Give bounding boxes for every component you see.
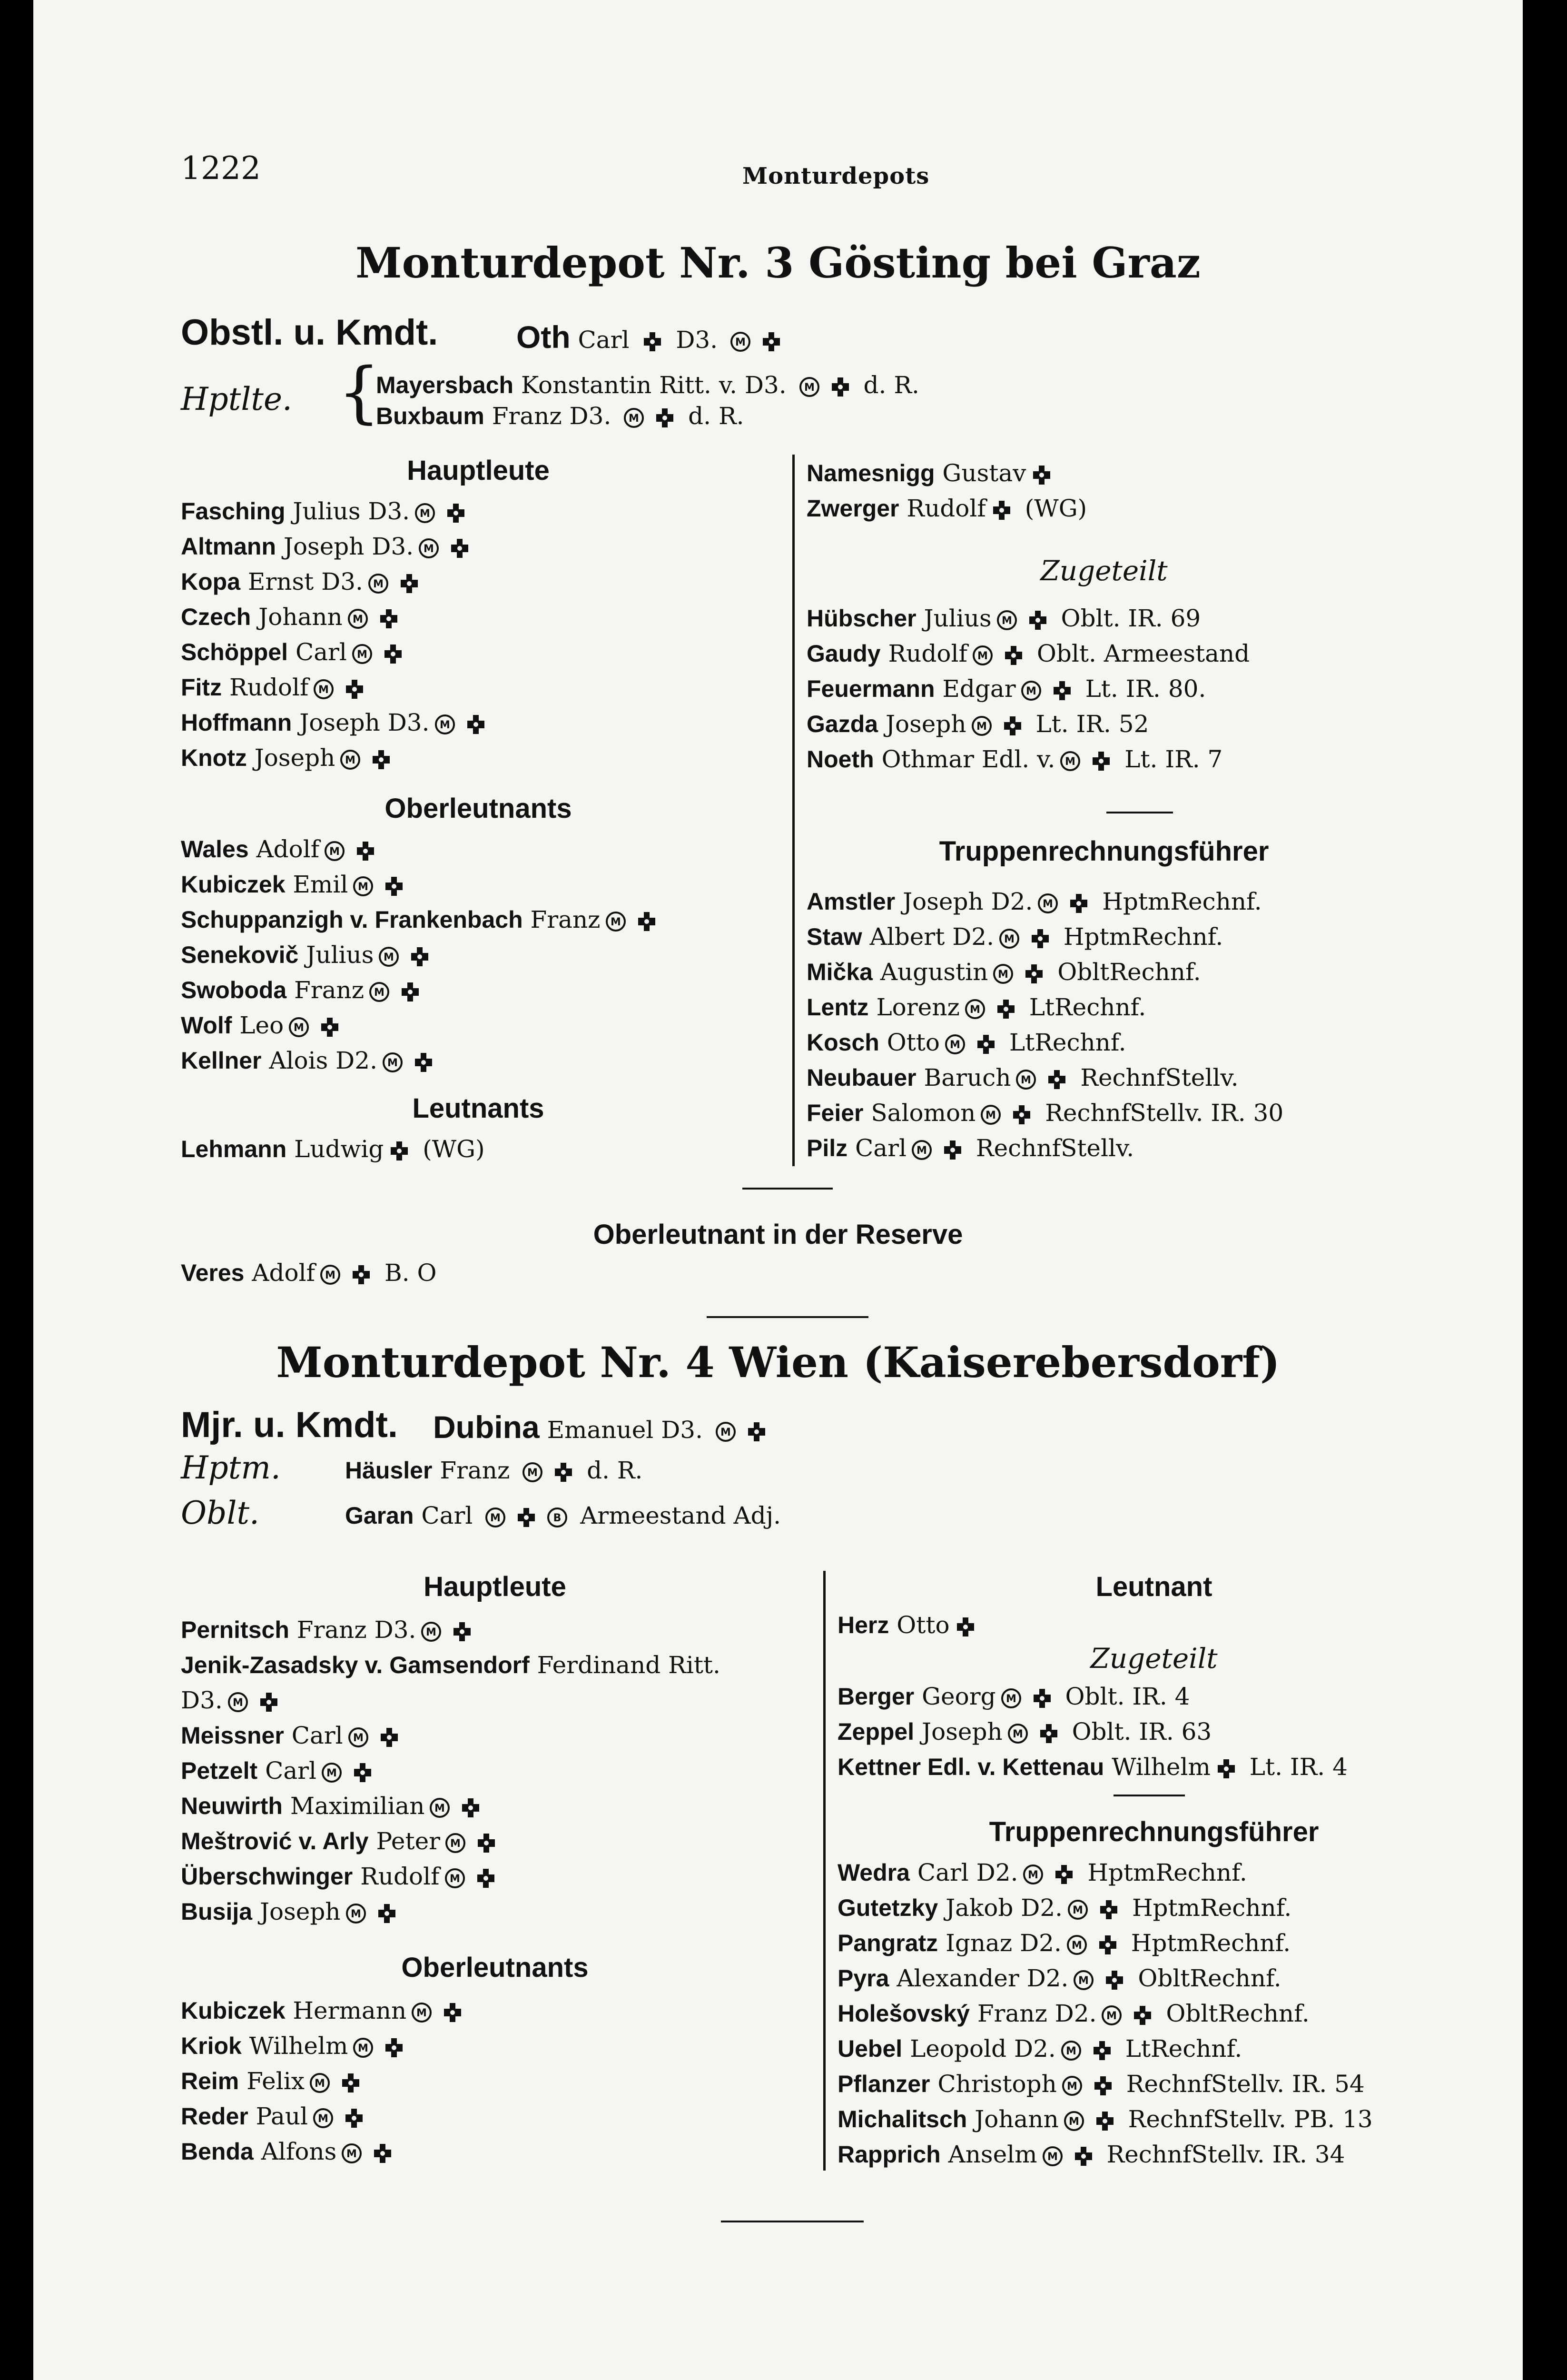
cross-icon: [1003, 645, 1025, 666]
svg-text:M: M: [1021, 1074, 1032, 1086]
svg-text:M: M: [424, 543, 434, 555]
depot3-hptlte-2: Buxbaum Franz D3. M d. R.: [376, 402, 744, 430]
medal-m-icon: [1061, 2040, 1082, 2061]
list-item: Michalitsch Johann M RechnfStellv. PB. 13: [838, 2105, 1373, 2133]
svg-text:M: M: [384, 952, 394, 963]
svg-text:M: M: [1005, 1693, 1016, 1705]
medal-b-icon: [547, 1507, 568, 1528]
medal-m-icon: [1042, 2146, 1063, 2167]
medal-m-icon: [429, 1797, 450, 1818]
medal-m-icon: [341, 2143, 362, 2164]
list-item: Schöppel Carl M: [181, 638, 409, 666]
cross-icon: [319, 1016, 341, 1038]
svg-text:M: M: [352, 614, 363, 625]
list-item: Neubauer Baruch M RechnfStellv.: [807, 1064, 1239, 1091]
medal-m-icon: [605, 911, 626, 932]
medal-m-icon: [418, 538, 439, 559]
cross-icon: [449, 537, 471, 559]
list-item: Petzelt Carl M: [181, 1757, 378, 1785]
cross-icon: [1094, 2110, 1116, 2132]
list-item: Gutetzky Jakob D2. M HptmRechnf.: [838, 1894, 1292, 1922]
svg-text:M: M: [1028, 1869, 1039, 1881]
cross-icon: [460, 1797, 482, 1819]
cross-icon: [1051, 680, 1073, 702]
medal-m-icon: [972, 645, 993, 666]
svg-text:M: M: [318, 684, 329, 696]
cross-icon: [1090, 750, 1112, 772]
depot4-hptm-label: Hptm.: [181, 1449, 281, 1486]
cross-icon: [1098, 1899, 1120, 1921]
medal-m-icon: [623, 407, 644, 428]
svg-text:B: B: [553, 1512, 562, 1524]
depot4-commander: Dubina Emanuel D3. M: [433, 1409, 772, 1445]
svg-text:M: M: [1073, 1904, 1083, 1916]
cross-icon: [654, 407, 676, 429]
svg-text:M: M: [1106, 2010, 1117, 2022]
list-item: Senekovič Julius M: [181, 941, 435, 969]
short-rule: [1114, 1795, 1185, 1796]
cross-icon: [1104, 1969, 1125, 1991]
cross-icon: [350, 1264, 372, 1286]
svg-text:M: M: [373, 578, 384, 590]
cross-icon: [1029, 928, 1051, 950]
svg-text:M: M: [950, 1039, 960, 1051]
cross-icon: [388, 1140, 410, 1162]
medal-m-icon: [799, 377, 820, 397]
svg-text:M: M: [1065, 756, 1076, 768]
medal-m-icon: [320, 1264, 341, 1285]
svg-text:M: M: [986, 1110, 996, 1121]
svg-text:M: M: [387, 1057, 398, 1069]
medal-m-icon: [324, 841, 345, 862]
list-item: Berger Georg M Oblt. IR. 4: [838, 1683, 1190, 1710]
cross-icon: [1027, 609, 1049, 631]
medal-m-icon: [378, 946, 399, 967]
cross-icon: [1011, 1104, 1033, 1126]
svg-text:M: M: [318, 2113, 328, 2125]
medal-m-icon: [1066, 1934, 1087, 1955]
medal-m-icon: [980, 1104, 1001, 1125]
list-item: Hübscher Julius M Oblt. IR. 69: [807, 605, 1201, 632]
list-item: Herz Otto: [838, 1611, 981, 1639]
cross-icon: [746, 1421, 768, 1443]
cross-icon: [383, 875, 405, 897]
depot4-hptm: Häusler Franz M d. R.: [345, 1457, 643, 1484]
medal-m-icon: [444, 1868, 465, 1889]
svg-text:M: M: [969, 1004, 980, 1016]
cross-icon: [1092, 2075, 1114, 2097]
medal-m-icon: [730, 331, 751, 352]
depot4-oblt: Garan Carl M B Armeestand Adj.: [345, 1502, 781, 1529]
medal-m-icon: [715, 1421, 736, 1442]
medal-m-icon: [313, 2108, 334, 2129]
svg-text:M: M: [450, 1838, 461, 1850]
svg-text:M: M: [804, 382, 815, 394]
cross-icon: [378, 1726, 400, 1748]
cross-icon: [995, 998, 1017, 1020]
cross-icon: [383, 2037, 405, 2059]
svg-text:M: M: [1078, 1975, 1089, 1987]
svg-text:M: M: [439, 719, 450, 731]
list-item: Amstler Joseph D2. M HptmRechnf.: [807, 888, 1262, 915]
medal-m-icon: [485, 1507, 506, 1528]
cross-icon: [1031, 1687, 1053, 1709]
svg-text:M: M: [420, 508, 431, 520]
medal-m-icon: [1015, 1069, 1036, 1090]
cross-icon: [352, 1762, 374, 1784]
list-item: Gaudy Rudolf M Oblt. Armeestand: [807, 640, 1250, 667]
medal-m-icon: [369, 982, 390, 1002]
list-item: Wedra Carl D2. M HptmRechnf.: [838, 1859, 1247, 1886]
list-item: Holešovský Franz D2. M ObltRechnf.: [838, 2000, 1310, 2027]
short-rule: [742, 1188, 833, 1190]
list-item: Pernitsch Franz D3. M: [181, 1616, 478, 1644]
medal-m-icon: [1021, 680, 1042, 701]
svg-text:M: M: [490, 1512, 501, 1524]
medal-m-icon: [1007, 1723, 1028, 1744]
list-item: Uebel Leopold D2. M LtRechnf.: [838, 2035, 1242, 2063]
cross-icon: [1215, 1758, 1237, 1780]
cross-icon: [413, 1051, 434, 1073]
cross-icon: [1031, 464, 1053, 486]
svg-text:M: M: [345, 754, 356, 766]
cross-icon: [355, 840, 376, 862]
list-item: Zwerger Rudolf (WG): [807, 495, 1087, 522]
medal-m-icon: [368, 573, 389, 594]
list-item: Wolf Leo M: [181, 1012, 345, 1039]
svg-text:M: M: [1068, 2116, 1079, 2128]
medal-m-icon: [971, 715, 992, 736]
svg-text:M: M: [356, 649, 367, 661]
list-item: D3. M: [181, 1686, 285, 1714]
short-rule: [1106, 812, 1173, 813]
svg-text:M: M: [1043, 898, 1054, 910]
medal-m-icon: [445, 1833, 466, 1854]
list-item: Kellner Alois D2. M: [181, 1047, 439, 1074]
section-rule: [721, 2221, 864, 2222]
medal-m-icon: [340, 749, 361, 770]
medal-m-icon: [352, 644, 373, 664]
cross-icon: [372, 2142, 394, 2164]
svg-text:M: M: [1004, 933, 1015, 945]
medal-m-icon: [996, 610, 1017, 631]
medal-m-icon: [1023, 1864, 1044, 1885]
svg-text:M: M: [449, 1873, 460, 1885]
cross-icon: [378, 608, 400, 630]
medal-m-icon: [1067, 1899, 1088, 1920]
svg-text:M: M: [1012, 1728, 1023, 1740]
list-item: Feier Salomon M RechnfStellv. IR. 30: [807, 1099, 1284, 1127]
list-item: Meštrović v. Arly Peter M: [181, 1827, 502, 1855]
svg-text:M: M: [358, 2043, 369, 2054]
svg-text:M: M: [232, 1697, 243, 1709]
medal-m-icon: [965, 999, 986, 1020]
svg-text:M: M: [1071, 1940, 1082, 1952]
cross-icon: [465, 714, 487, 735]
cross-icon: [1038, 1723, 1060, 1745]
medal-m-icon: [288, 1017, 309, 1038]
medal-m-icon: [309, 2073, 330, 2093]
depot4-title: Monturdepot Nr. 4 Wien (Kaiserebersdorf): [276, 1338, 1280, 1387]
svg-text:M: M: [735, 337, 746, 348]
svg-text:M: M: [426, 1626, 437, 1638]
depot4-leutnant-heading: Leutnant: [1095, 1571, 1212, 1602]
list-item: Kubiczek Emil M: [181, 871, 410, 898]
cross-icon: [552, 1461, 574, 1483]
svg-text:M: M: [1001, 615, 1012, 627]
medal-m-icon: [1001, 1688, 1022, 1709]
svg-text:M: M: [325, 1269, 336, 1281]
depot4-hauptleute-heading: Hauptleute: [424, 1571, 566, 1602]
svg-text:M: M: [294, 1022, 305, 1034]
svg-text:M: M: [329, 846, 340, 858]
list-item: Reim Felix M: [181, 2067, 366, 2095]
svg-text:M: M: [720, 1427, 731, 1438]
svg-text:M: M: [1025, 685, 1036, 697]
svg-text:M: M: [998, 969, 1009, 981]
medal-m-icon: [1037, 893, 1058, 914]
svg-text:M: M: [353, 1732, 364, 1744]
cross-icon: [409, 946, 431, 968]
medal-m-icon: [999, 928, 1020, 949]
depot4-truppen-heading: Truppenrechnungsführer: [989, 1816, 1319, 1847]
medal-m-icon: [1062, 2075, 1083, 2096]
cross-icon: [1002, 715, 1024, 737]
medal-m-icon: [945, 1034, 966, 1055]
running-title: Monturdepots: [742, 163, 930, 189]
svg-text:M: M: [374, 987, 385, 999]
cross-icon: [344, 678, 365, 700]
depot3-reserve-heading: Oberleutnant in der Reserve: [593, 1219, 963, 1250]
medal-m-icon: [321, 1762, 342, 1783]
list-item: Swoboda Franz M: [181, 976, 426, 1004]
svg-text:M: M: [350, 1908, 361, 1920]
list-item: Busija Joseph M: [181, 1898, 403, 1925]
svg-text:M: M: [917, 1145, 927, 1157]
svg-text:M: M: [1047, 2151, 1058, 2163]
list-item: Pflanzer Christoph M RechnfStellv. IR. 54: [838, 2070, 1365, 2098]
svg-text:M: M: [629, 413, 640, 425]
cross-icon: [445, 502, 467, 524]
svg-text:M: M: [527, 1467, 538, 1479]
list-item: Gazda Joseph M Lt. IR. 52: [807, 710, 1149, 738]
depot3-truppen-heading: Truppenrechnungsführer: [939, 836, 1269, 867]
medal-m-icon: [414, 503, 435, 524]
medal-m-icon: [1060, 751, 1081, 772]
page-number: 1222: [181, 150, 261, 187]
list-item: Altmann Joseph D3. M: [181, 533, 475, 560]
svg-text:M: M: [346, 2148, 357, 2160]
cross-icon: [1132, 2004, 1153, 2026]
list-item: Kriok Wilhelm M: [181, 2032, 410, 2060]
list-item: Fasching Julius D3. M: [181, 497, 472, 525]
list-item: Namesnigg Gustav: [807, 459, 1057, 487]
list-item: Noeth Othmar Edl. v. M Lt. IR. 7: [807, 745, 1223, 773]
list-item: Meissner Carl M: [181, 1722, 405, 1749]
cross-icon: [760, 331, 782, 353]
medal-m-icon: [911, 1140, 932, 1160]
column-divider: [823, 1571, 826, 2171]
cross-icon: [376, 1903, 398, 1924]
svg-text:M: M: [1066, 2081, 1077, 2092]
depot4-commander-rank: Mjr. u. Kmdt.: [181, 1405, 398, 1445]
medal-m-icon: [347, 608, 368, 629]
cross-icon: [451, 1621, 473, 1643]
depot3-commander: Oth Carl D3. M: [516, 319, 787, 355]
cross-icon: [641, 331, 663, 353]
depot4-oberleutnants-heading: Oberleutnants: [401, 1952, 589, 1983]
depot3-title: Monturdepot Nr. 3 Gösting bei Graz: [355, 238, 1201, 288]
cross-icon: [1097, 1934, 1119, 1956]
cross-icon: [991, 499, 1013, 521]
list-item: Wales Adolf M: [181, 835, 381, 863]
list-item: Neuwirth Maximilian M: [181, 1792, 486, 1820]
cross-icon: [475, 1832, 497, 1854]
list-item: Lentz Lorenz M LtRechnf.: [807, 993, 1146, 1021]
medal-m-icon: [411, 2002, 432, 2023]
section-rule: [707, 1316, 868, 1318]
cross-icon: [955, 1616, 976, 1638]
medal-m-icon: [353, 2037, 374, 2058]
cross-icon: [399, 981, 421, 1003]
cross-icon: [370, 749, 392, 771]
cross-icon: [442, 2002, 463, 2023]
list-item: Czech Johann M: [181, 603, 404, 631]
medal-m-icon: [522, 1462, 543, 1483]
medal-m-icon: [1101, 2005, 1122, 2026]
medal-m-icon: [434, 714, 455, 735]
cross-icon: [1068, 892, 1090, 914]
list-item: Überschwinger Rudolf M: [181, 1863, 502, 1890]
svg-text:M: M: [434, 1803, 445, 1815]
list-item: Reder Paul M: [181, 2102, 370, 2130]
list-item: Schuppanzigh v. Frankenbach Franz M: [181, 906, 662, 933]
cross-icon: [636, 911, 658, 932]
cross-icon: [1053, 1864, 1075, 1885]
depot3-oberleutnants-heading: Oberleutnants: [384, 793, 572, 824]
medal-m-icon: [313, 679, 334, 700]
cross-icon: [829, 376, 851, 398]
list-item: Mička Augustin M ObltRechnf.: [807, 958, 1201, 986]
medal-m-icon: [993, 963, 1014, 984]
depot3-zugeteilt-heading: Zugeteilt: [1040, 555, 1168, 587]
cross-icon: [515, 1507, 537, 1528]
list-item: Zeppel Joseph M Oblt. IR. 63: [838, 1718, 1212, 1745]
medal-m-icon: [348, 1727, 369, 1748]
svg-text:M: M: [358, 881, 369, 893]
svg-text:M: M: [976, 721, 987, 733]
list-item: Kopa Ernst D3. M: [181, 568, 425, 595]
list-item: Fitz Rudolf M: [181, 674, 370, 701]
depot3-hauptleute-heading: Hauptleute: [407, 455, 550, 486]
cross-icon: [398, 573, 420, 595]
list-item: Hoffmann Joseph D3. M: [181, 709, 492, 736]
column-divider: [792, 455, 795, 1166]
list-item: Veres Adolf M B. O: [181, 1259, 437, 1287]
depot4-zugeteilt-heading: Zugeteilt: [1090, 1642, 1218, 1675]
list-item: Pangratz Ignaz D2. M HptmRechnf.: [838, 1929, 1291, 1957]
cross-icon: [1046, 1069, 1068, 1091]
svg-text:M: M: [314, 2078, 325, 2090]
svg-text:M: M: [1065, 2045, 1076, 2057]
svg-text:M: M: [416, 2007, 427, 2019]
cross-icon: [258, 1691, 280, 1713]
cross-icon: [1091, 2040, 1113, 2062]
medal-m-icon: [345, 1903, 366, 1924]
medal-m-icon: [1064, 2111, 1084, 2132]
brace: {: [338, 354, 381, 431]
list-item: Rapprich Anselm M RechnfStellv. IR. 34: [838, 2141, 1345, 2168]
depot3-commander-rank: Obstl. u. Kmdt.: [181, 312, 438, 353]
medal-m-icon: [1073, 1970, 1094, 1991]
cross-icon: [1023, 963, 1045, 985]
medal-m-icon: [353, 876, 374, 897]
cross-icon: [1073, 2145, 1094, 2167]
list-item: Feuermann Edgar M Lt. IR. 80.: [807, 675, 1206, 703]
cross-icon: [340, 2072, 362, 2094]
medal-m-icon: [382, 1052, 403, 1073]
svg-text:M: M: [977, 650, 988, 662]
svg-text:M: M: [326, 1767, 337, 1779]
svg-text:M: M: [610, 916, 621, 928]
list-item: Knotz Joseph M: [181, 744, 397, 772]
medal-m-icon: [227, 1692, 248, 1713]
list-item: Kosch Otto M LtRechnf.: [807, 1029, 1126, 1056]
depot3-hptlte-label: Hptlte.: [181, 381, 292, 417]
cross-icon: [475, 1867, 497, 1889]
depot3-hptlte-1: Mayersbach Konstantin Ritt. v. D3. M d. R.: [376, 371, 919, 399]
list-item: Benda Alfons M: [181, 2138, 398, 2165]
cross-icon: [343, 2107, 365, 2129]
depot3-leutnants-heading: Leutnants: [412, 1093, 544, 1124]
page: [33, 0, 1523, 2380]
medal-m-icon: [421, 1621, 442, 1642]
list-item: Kubiczek Hermann M: [181, 1997, 468, 2024]
depot4-oblt-label: Oblt.: [181, 1495, 259, 1531]
list-item: Lehmann Ludwig (WG): [181, 1135, 485, 1163]
cross-icon: [975, 1033, 997, 1055]
list-item: Kettner Edl. v. Kettenau Wilhelm Lt. IR. 4: [838, 1753, 1348, 1781]
list-item: Pyra Alexander D2. M ObltRechnf.: [838, 1964, 1281, 1992]
cross-icon: [382, 643, 404, 665]
cross-icon: [942, 1139, 964, 1161]
list-item: Pilz Carl M RechnfStellv.: [807, 1134, 1134, 1162]
list-item: Jenik-Zasadsky v. Gamsendorf Ferdinand Ritt.: [181, 1651, 720, 1679]
list-item: Staw Albert D2. M HptmRechnf.: [807, 923, 1223, 951]
